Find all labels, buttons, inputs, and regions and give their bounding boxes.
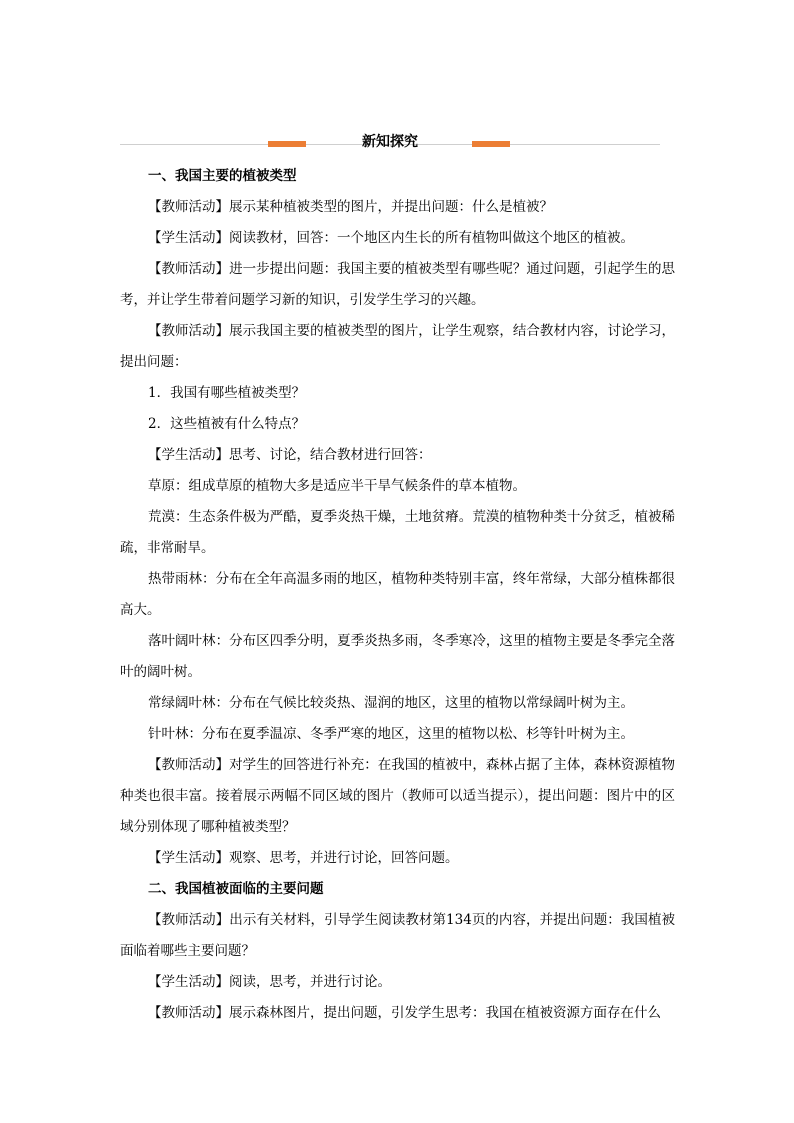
paragraph: 草原：组成草原的植物大多是适应半干旱气候条件的草本植物。 — [148, 478, 526, 494]
paragraph: 【教师活动】展示某种植被类型的图片，并提出问题：什么是植被？ — [148, 199, 553, 215]
section-header — [120, 132, 660, 152]
paragraph: 落叶阔叶林：分布区四季分明，夏季炎热多雨，冬季寒冷，这里的植物主要是冬季完全落叶的阔叶树。 — [120, 633, 675, 680]
paragraph: 【学生活动】观察、思考，并进行讨论，回答问题。 — [148, 850, 459, 866]
paragraph: 2．这些植被有什么特点？ — [148, 416, 306, 432]
paragraph: 热带雨林：分布在全年高温多雨的地区，植物种类特别丰富，终年常绿，大部分植株都很高大。 — [120, 571, 675, 618]
document-body — [120, 161, 675, 1029]
paragraph: 【学生活动】阅读，思考，并进行讨论。 — [148, 974, 391, 990]
paragraph: 常绿阔叶林：分布在气候比较炎热、湿润的地区，这里的植物以常绿阔叶树为主。 — [148, 695, 634, 711]
paragraph: 【教师活动】展示我国主要的植被类型的图片，让学生观察，结合教材内容，讨论学习，提出问题： — [120, 323, 675, 370]
paragraph: 【教师活动】展示森林图片，提出问题，引发学生思考：我国在植被资源方面存在什么 — [148, 1005, 661, 1021]
paragraph: 【学生活动】阅读教材，回答：一个地区内生长的所有植物叫做这个地区的植被。 — [148, 230, 634, 246]
paragraph: 【教师活动】进一步提出问题：我国主要的植被类型有哪些呢？通过问题，引起学生的思考，并让学生带着问题学习新的知识，引发学生学习的兴趣。 — [120, 261, 675, 308]
paragraph: 【教师活动】对学生的回答进行补充：在我国的植被中，森林占据了主体，森林资源植物种类也很丰富。接着展示两幅不同区域的图片（教师可以适当提示），提出问题：图片中的区域分别体现了哪种植被类型？ — [120, 757, 675, 835]
paragraph: 1．我国有哪些植被类型？ — [148, 385, 306, 401]
paragraph: 针叶林：分布在夏季温凉、冬季严寒的地区，这里的植物以松、杉等针叶树为主。 — [148, 726, 634, 742]
section-heading: 一、我国主要的植被类型 — [148, 168, 297, 184]
section-title: 新知探究 — [362, 134, 418, 150]
paragraph: 【教师活动】出示有关材料，引导学生阅读教材第134页的内容，并提出问题：我国植被面临着哪些主要问题？ — [120, 912, 675, 959]
section-heading: 二、我国植被面临的主要问题 — [148, 881, 324, 897]
paragraph: 荒漠：生态条件极为严酷，夏季炎热干燥，土地贫瘠。荒漠的植物种类十分贫乏，植被稀疏，非常耐旱。 — [120, 509, 675, 556]
paragraph: 【学生活动】思考、讨论，结合教材进行回答： — [148, 447, 432, 463]
